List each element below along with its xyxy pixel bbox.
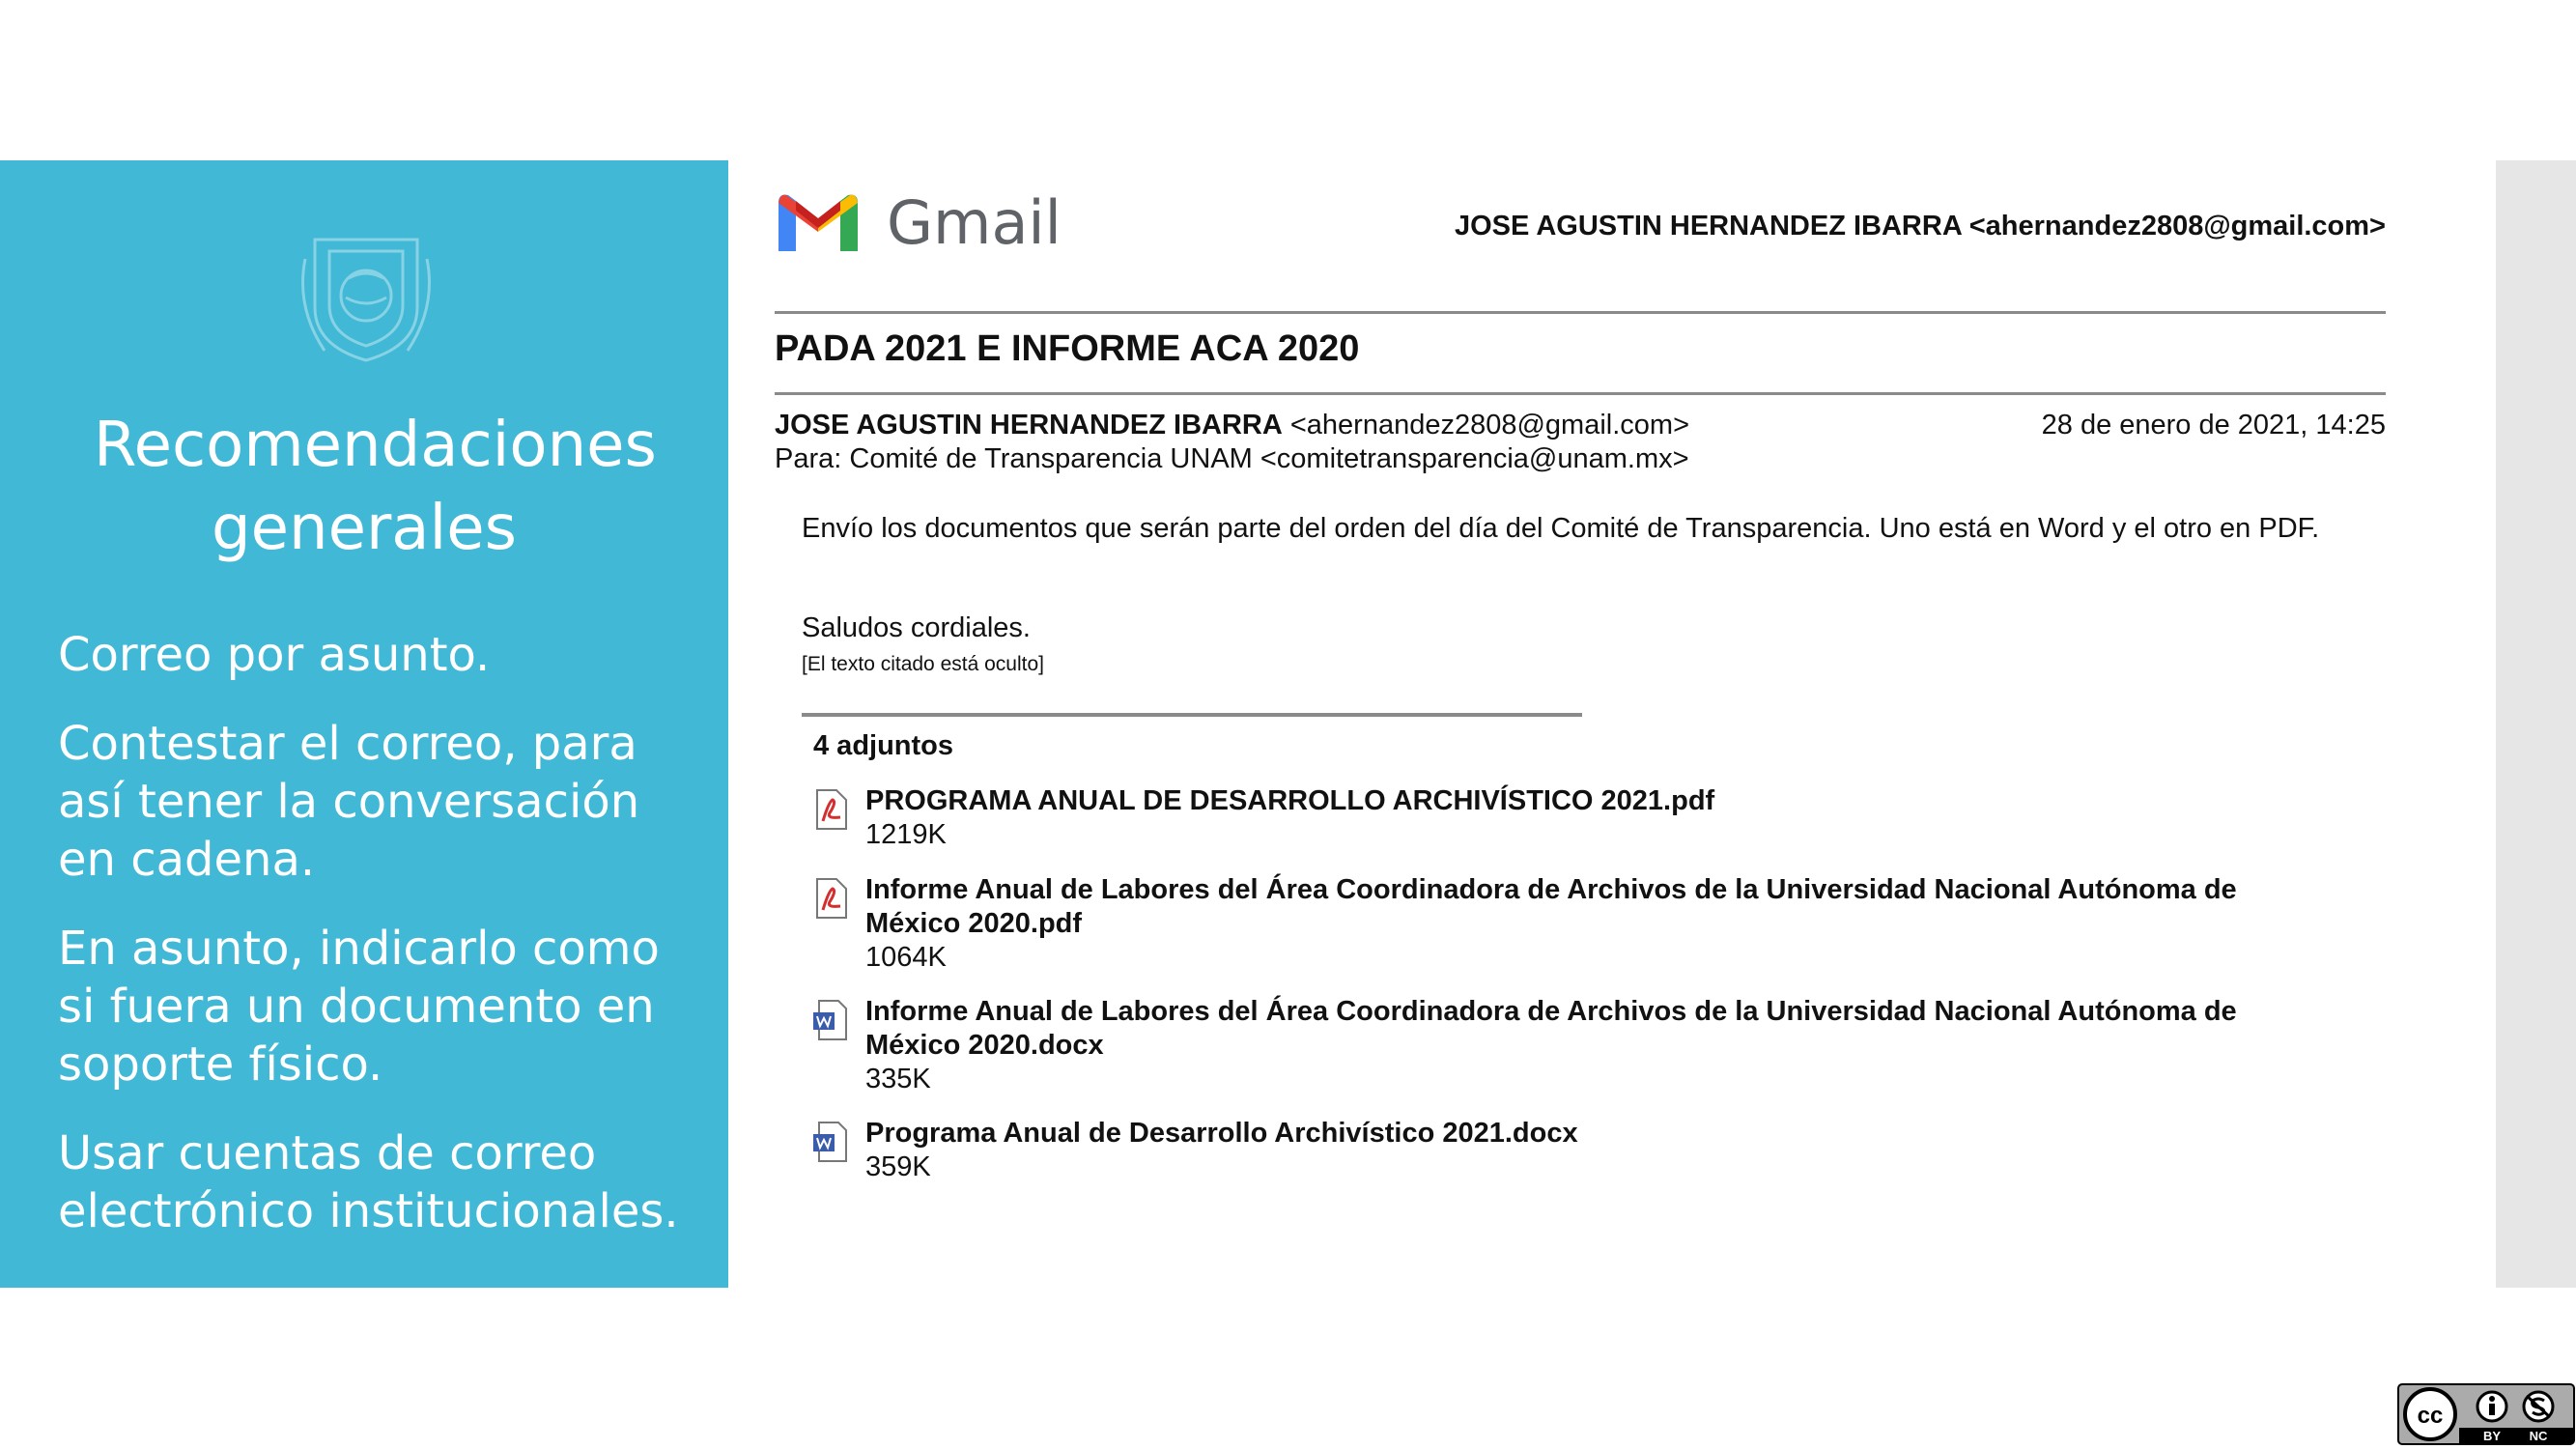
attachment-size: 359K bbox=[865, 1151, 931, 1182]
cc-label: cc bbox=[2417, 1403, 2444, 1429]
attachment-item[interactable] bbox=[811, 1117, 2357, 1184]
attachment-name[interactable]: PROGRAMA ANUAL DE DESARROLLO ARCHIVÍSTICO 2021.pdf bbox=[865, 785, 1715, 816]
attachment-item[interactable] bbox=[811, 995, 2357, 1096]
attachment-size: 335K bbox=[865, 1064, 931, 1094]
attachment-name[interactable]: Informe Anual de Labores del Área Coordinadora de Archivos de la Universidad Nacional Autónoma de México 2020.pdf bbox=[865, 874, 2237, 939]
attachment-size: 1064K bbox=[865, 942, 947, 973]
by-label: BY bbox=[2482, 1429, 2502, 1443]
university-emblem-icon bbox=[296, 220, 437, 365]
creative-commons-badge-icon bbox=[2397, 1383, 2575, 1445]
divider bbox=[775, 311, 2386, 314]
panel-title-text: Recomendaciones generales bbox=[94, 410, 657, 564]
attachments-count: 4 adjuntos bbox=[813, 730, 954, 761]
recipient-line: Para: Comité de Transparencia UNAM <comitetransparencia@unam.mx> bbox=[775, 443, 1689, 474]
email-subject: PADA 2021 E INFORME ACA 2020 bbox=[775, 328, 1360, 369]
attachment-item[interactable] bbox=[811, 784, 2357, 852]
word-file-icon bbox=[811, 1121, 850, 1163]
email-printout bbox=[773, 160, 2386, 1288]
email-greeting: Saludos cordiales. bbox=[802, 612, 1031, 643]
recommendation-item: Contestar el correo, para así tener la conversación en cadena. bbox=[58, 717, 640, 887]
word-file-icon bbox=[811, 999, 850, 1041]
divider bbox=[775, 392, 2386, 395]
attachments-divider bbox=[802, 713, 1582, 717]
attachment-name[interactable]: Programa Anual de Desarrollo Archivístico 2021.docx bbox=[865, 1118, 1578, 1149]
nc-label: NC bbox=[2529, 1429, 2548, 1443]
sender-name: JOSE AGUSTIN HERNANDEZ IBARRA bbox=[775, 410, 1283, 440]
recommendation-list bbox=[58, 626, 705, 1271]
account-header: JOSE AGUSTIN HERNANDEZ IBARRA <ahernandez2808@gmail.com> bbox=[1454, 211, 2386, 242]
gmail-brand: Gmail bbox=[887, 187, 1062, 258]
side-strip bbox=[2496, 160, 2576, 1288]
recommendation-item: Correo por asunto. bbox=[58, 628, 491, 682]
gmail-logo-icon bbox=[775, 189, 862, 257]
email-body: Envío los documentos que serán parte del orden del día del Comité de Transparencia. Uno está en Word y el otro en PDF. bbox=[802, 513, 2320, 544]
quoted-text-note: [El texto citado está oculto] bbox=[802, 653, 1044, 675]
recommendation-item: Usar cuentas de correo electrónico institucionales. bbox=[58, 1126, 679, 1238]
pdf-file-icon bbox=[811, 877, 850, 920]
left-panel bbox=[0, 160, 728, 1288]
attachment-size: 1219K bbox=[865, 819, 947, 850]
sender-email: <ahernandez2808@gmail.com> bbox=[1289, 410, 1690, 440]
recommendation-item: En asunto, indicarlo como si fuera un documento en soporte físico. bbox=[58, 922, 660, 1092]
attachment-item[interactable] bbox=[811, 873, 2357, 975]
attachment-name[interactable]: Informe Anual de Labores del Área Coordinadora de Archivos de la Universidad Nacional Autónoma de México 2020.docx bbox=[865, 996, 2237, 1061]
panel-title bbox=[0, 404, 728, 570]
pdf-file-icon bbox=[811, 788, 850, 831]
email-date: 28 de enero de 2021, 14:25 bbox=[2041, 410, 2386, 440]
sender-line bbox=[775, 410, 1689, 441]
